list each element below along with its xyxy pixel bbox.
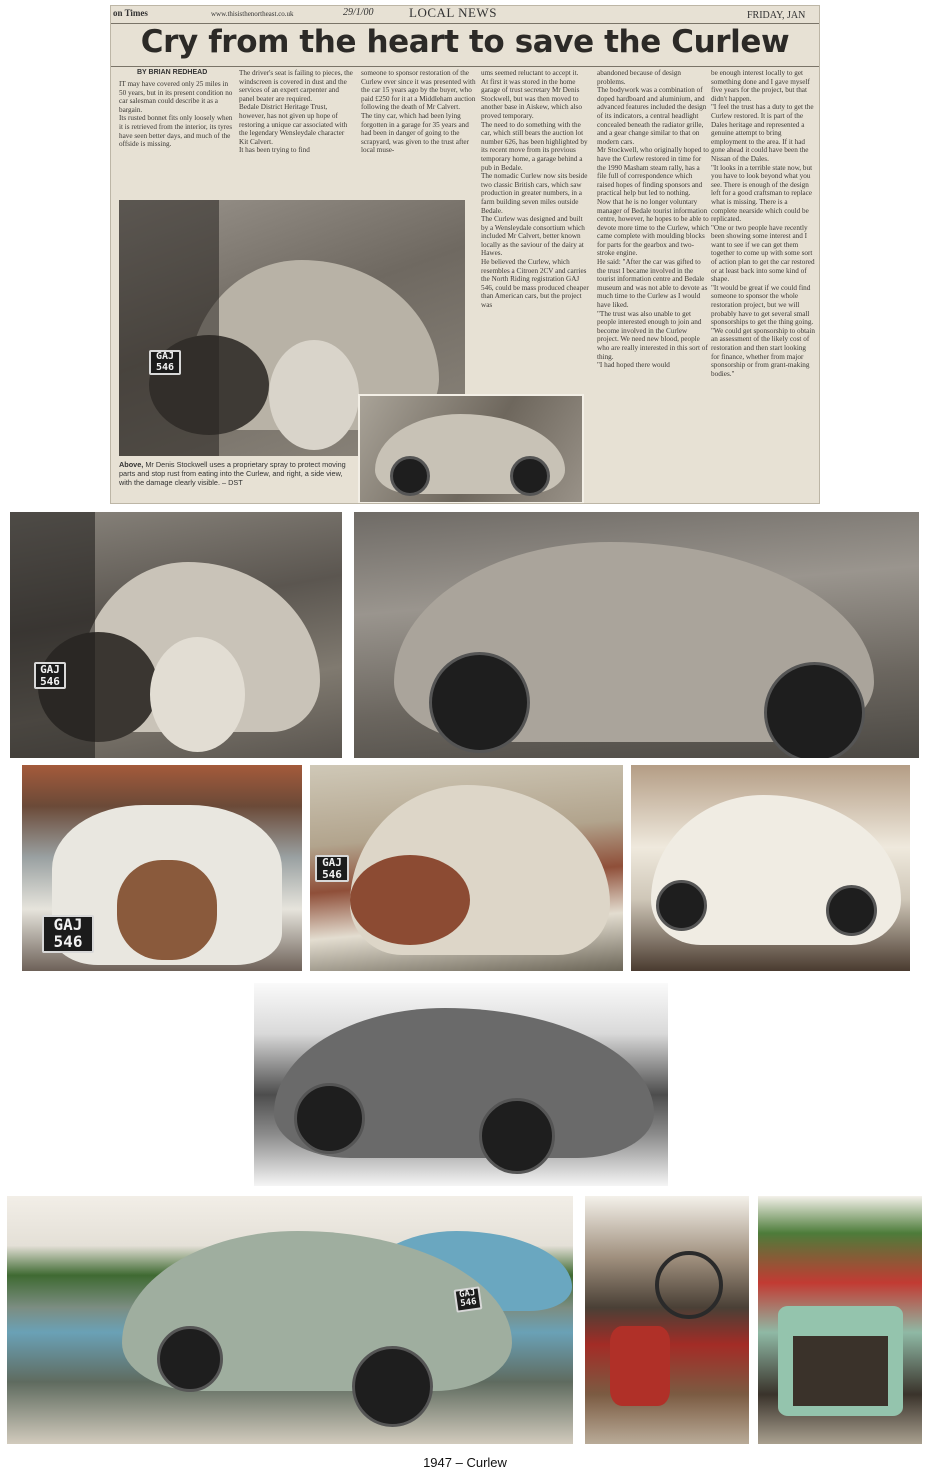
photo-side-view-damage [354, 512, 919, 758]
section-title: LOCAL NEWS [409, 5, 497, 20]
headline-rule [111, 66, 819, 67]
license-plate: GAJ 546 [315, 855, 349, 882]
article-column-1: IT may have covered only 25 miles in 50 years, but in its present condition no car salesman could describe it as a bargain. Its rusted bonnet fits only loosely when it is retrieved from the interior, its tyres have seen better days, and much of the offside is missing. [119, 80, 233, 149]
photo-man-spraying-car [10, 512, 342, 758]
photo-interior-steering [585, 1196, 749, 1444]
photo-white-car-side [631, 765, 910, 971]
article-byline: BY BRIAN REDHEAD [137, 69, 208, 76]
article-column-3: someone to sponsor restoration of the Curlew ever since it was presented with the car 15 years ago by the buyer, who paid £250 for it at a Middleham auction following the death of Mr Calvert. The tiny car, which had been lying forgotten in a garage for 35 years and had been in danger of going to the scrapyard, was given to the trust after local muse- [361, 69, 476, 155]
masthead-website: www.thisisthenortheast.co.uk [211, 10, 294, 18]
article-column-5: abandoned because of design problems. The bodywork was a combination of doped hardboard and aluminium, and advanced features included the design of its indicators, a central headlight concealed beneath the radiator grille, and a gear change similar to that on modern cars. Mr Stockwell, who originally hoped to have the Curlew restored in time for the 1990 Masham steam rally, has a file full of correspondence which raised hopes of finding sponsors and practical help but led to nothing. Now that he is no longer voluntary manager of Bedale tourist information centre, however, he hopes to be able to devote more time to the Curlew, which came complete with moulding blocks for parts for the gearbox and two-stroke engine. He said: "After the car was gifted to the trust I became involved in the tourist information centre and Bedale museum and was not able to devote as much time to the Curlew as I would have liked. "The trust was also unable to get people interested enough to join and become involved in the Curlew project. We need new blood, people who are really interested in this sort of thing. "I had hoped there would [597, 69, 709, 370]
figure-caption: 1947 – Curlew [423, 1455, 507, 1470]
clipping-photo-side [358, 394, 584, 504]
photo-front-view-shed [22, 765, 302, 971]
photo-front-three-quarter [310, 765, 623, 971]
article-column-4: ums seemed reluctant to accept it. At first it was stored in the home garage of trust secretary Mr Denis Stockwell, but was then moved to another base in Aiskew, which also proved temporary. The need to do something with the car, which still bears the auction lot number 626, has been highlighted by its recent move from its previous temporary home, a garage behind a pub in Bedale. The nomadic Curlew now sits beside two classic British cars, which saw production in greater numbers, in a farm building seven miles outside Bedale. The Curlew was designed and built by a Wensleydale consortium which included Mr Calvert, better known locally as the saviour of the dairy at Hawes. He believed the Curlew, which resembles a Citroen 2CV and carries the North Riding registration GAJ 546, could be mass produced cheaper than American cars, but the project was [481, 69, 589, 310]
license-plate: GAJ 546 [42, 915, 94, 953]
article-headline: Cry from the heart to save the Curlew [140, 24, 790, 60]
clipping-photo-caption: Above, Mr Denis Stockwell uses a proprietary spray to protect moving parts and stop rust from eating into the Curlew, and right, a side view, with the damage clearly visible. – DST [119, 460, 346, 487]
handwritten-date: 29/1/00 [343, 7, 374, 18]
newspaper-clipping [110, 5, 820, 504]
photo-black-white-damaged [254, 983, 668, 1186]
issue-day: FRIDAY, JAN [747, 10, 806, 21]
article-column-2: The driver's seat is failing to pieces, the windscreen is covered in dust and the services of an expert carpenter and panel beater are required. Bedale District Heritage Trust, however, has not given up hope of restoring a unique car associated with the legendary Wensleydale character Kit Calvert. It has been trying to find [239, 69, 353, 155]
photo-rear-interior [758, 1196, 922, 1444]
article-column-6: be enough interest locally to get something done and I gave myself five years for the project, but that didn't happen. "I feel the trust has a duty to get the Curlew restored. It is part of the Dales heritage and represented a genuine attempt to bring employment to the area. If it had gone ahead it could have been the Nissan of the Dales. "It looks in a terrible state now, but you have to look beyond what you see. There is enough of the design left for a good craftsman to replace what is missing. There is a complete nearside which could be replicated. "One or two people have recently been showing some interest and I want to see if we can get them together to come up with some sort of action plan to get the car restored or at least back into some kind of shape. "It would be great if we could find someone to sponsor the whole restoration project, but we will probably have to get several small sponsorships to get the thing going. "We could get sponsorship to obtain an assessment of the likely cost of restoration and then start looking for finance, whether from major sponsorship or from grant-making bodies." [711, 69, 815, 378]
masthead-title: on Times [113, 8, 148, 18]
license-plate: GAJ 546 [149, 350, 181, 375]
license-plate: GAJ 546 [34, 662, 66, 689]
license-plate: GAJ 546 [454, 1286, 483, 1312]
photo-car-on-grass [7, 1196, 573, 1444]
